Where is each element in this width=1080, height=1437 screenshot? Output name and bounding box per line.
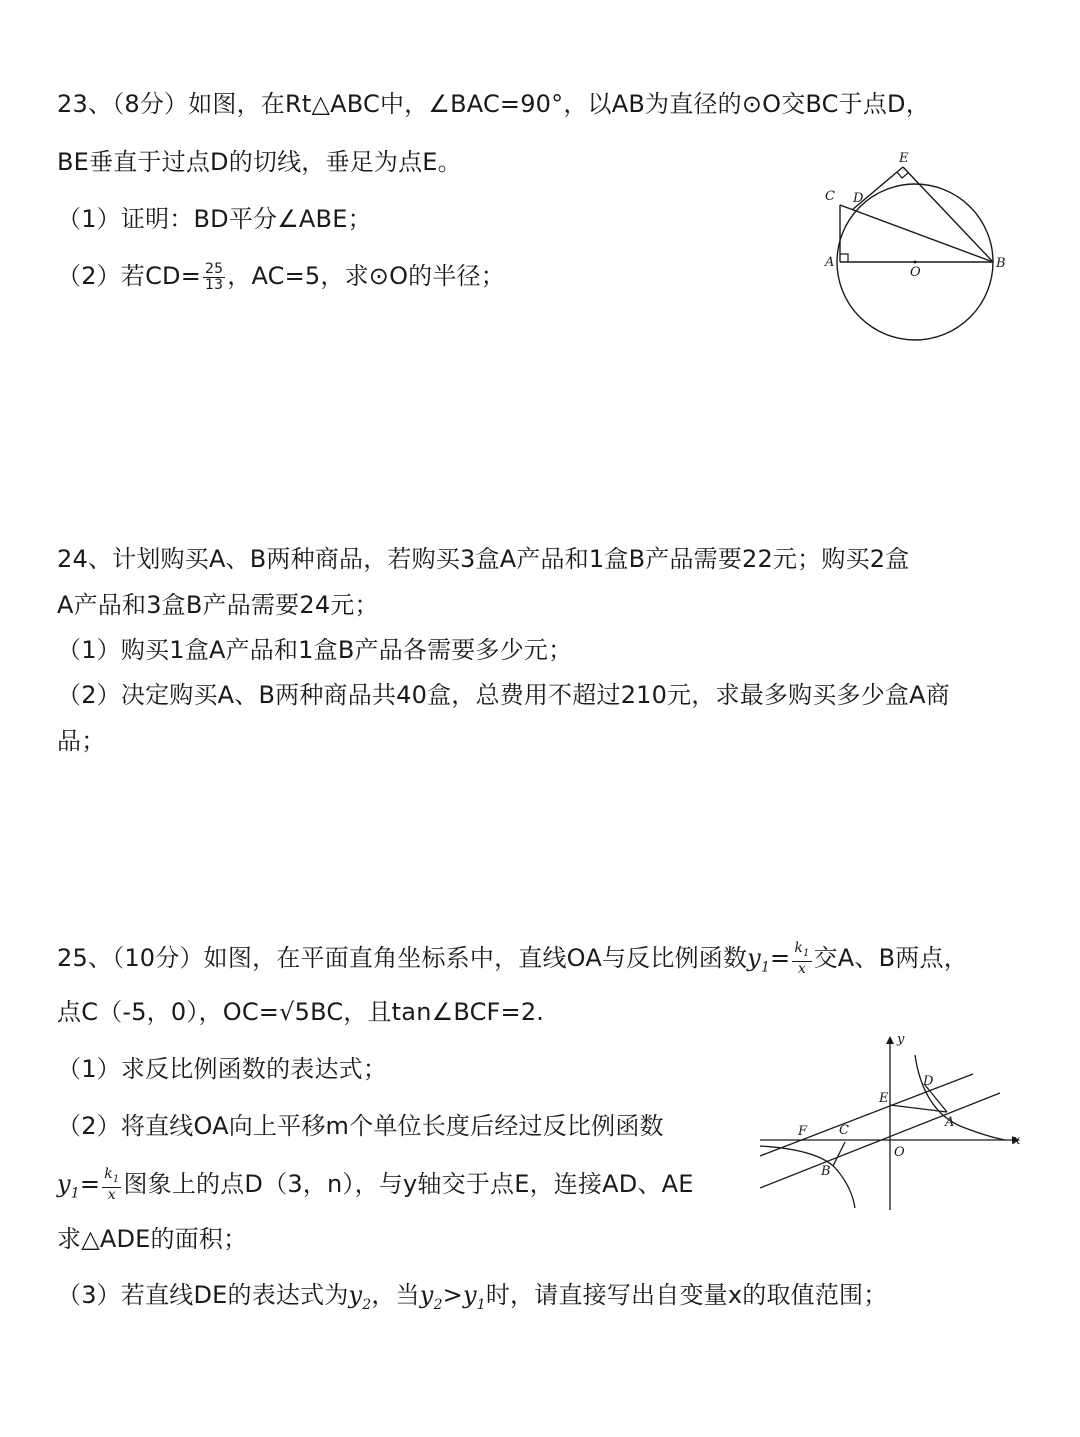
- q23-label-o: O: [910, 265, 921, 280]
- q25-p3-gt: >: [442, 1281, 463, 1309]
- q25-p3-y2-var: y: [348, 1281, 363, 1309]
- q23-segment-be: [903, 167, 993, 262]
- q25-hyperbola-left: [760, 1146, 855, 1208]
- q23-line1: 23、（8分）如图，在Rt△ABC中，∠BAC=90°，以AB为直径的⊙O交BC于点D，: [57, 90, 930, 118]
- q25-segment-ae: [890, 1105, 947, 1112]
- q25-line1-suffix: 交A、B两点，: [813, 943, 968, 972]
- q23-cd-numerator: 25: [205, 260, 224, 277]
- q25-label-f: F: [798, 1124, 808, 1139]
- q23-label-e: E: [899, 151, 909, 166]
- q25-k-num: k: [794, 940, 804, 956]
- q25-line2: 点C（-5，0），OC=√5BC，且tan∠BCF=2.: [57, 998, 545, 1026]
- q23-label-c: C: [825, 189, 835, 204]
- q25-p2-k-num: k: [104, 1166, 113, 1182]
- q25-label-o: O: [894, 1145, 905, 1160]
- q23-part2-suffix: ，AC=5，求⊙O的半径；: [227, 262, 505, 290]
- q23-part1: （1）证明：BD平分∠ABE；: [57, 205, 372, 233]
- q25-label-y: y: [897, 1032, 905, 1047]
- q23-figure: [815, 140, 1015, 350]
- q25-p3-y2-sub: 2: [362, 1296, 372, 1313]
- q25-part2-line2-suffix: 图象上的点D（3，n），与y轴交于点E，连接AD、AE: [123, 1169, 694, 1198]
- q25-label-c: C: [839, 1123, 849, 1138]
- q23-label-a: A: [825, 255, 835, 270]
- q23-right-angle-e: [897, 172, 908, 178]
- q25-segment-bc: [833, 1142, 845, 1166]
- q23-right-angle-a: [840, 254, 848, 262]
- q25-k-num-sub: 1: [803, 947, 810, 959]
- q25-x-den: x: [797, 960, 807, 977]
- q23-center-dot: [914, 261, 917, 264]
- q24-part2-line1: （2）决定购买A、B两种商品共40盒，总费用不超过210元，求最多购买多少盒A商: [57, 681, 950, 709]
- q25-p2-k-fraction: [102, 1167, 121, 1203]
- q25-p2-y1-sub: 1: [70, 1185, 80, 1202]
- q24-line1: 24、计划购买A、B两种商品，若购买3盒A产品和1盒B产品需要22元；购买2盒: [57, 545, 910, 573]
- q25-label-e: E: [879, 1091, 889, 1106]
- q25-hyperbola-right: [915, 1055, 1005, 1140]
- q25-y1-sub: 1: [760, 959, 771, 976]
- q25-label-d: D: [923, 1074, 934, 1089]
- q25-p3-y2b-sub: 2: [433, 1296, 443, 1313]
- q23-segment-cb: [840, 205, 993, 262]
- q25-part1: （1）求反比例函数的表达式；: [57, 1055, 388, 1083]
- q25-line1-prefix: 25、（10分）如图，在平面直角坐标系中，直线OA与反比例函数: [57, 943, 748, 972]
- q25-part2-line2: $y_1=$ $\frac{k_1}{x}$ 图象上的点D（3，n），与y轴交于点E，连接AD、AE: [57, 1166, 694, 1203]
- q25-part3-suffix: 时，请直接写出自变量x的取值范围；: [485, 1281, 888, 1309]
- q25-p3-y1-sub: 1: [476, 1296, 486, 1313]
- q23-label-b: B: [996, 256, 1006, 271]
- q25-line-de: [760, 1074, 973, 1156]
- q25-part3-prefix: （3）若直线DE的表达式为: [57, 1281, 349, 1309]
- q25-y1-var: y: [747, 943, 761, 972]
- q25-p2-y1-var: y: [57, 1169, 71, 1198]
- q24-part2-line2: 品；: [57, 727, 106, 755]
- q25-label-a: A: [945, 1115, 955, 1130]
- q25-label-b: B: [821, 1164, 831, 1179]
- q25-k-fraction: [792, 941, 811, 977]
- q25-part3-mid: ，当: [371, 1281, 420, 1309]
- q23-line2: BE垂直于过点D的切线，垂足为点E。: [57, 148, 462, 176]
- q25-p2-k-num-sub: 1: [112, 1173, 120, 1185]
- q25-p2-x-den: x: [107, 1186, 116, 1203]
- q25-line1: 25、（10分）如图，在平面直角坐标系中，直线OA与反比例函数$y_1=$ $\frac{k_1}{x}$ 交A、B两点，: [57, 940, 968, 977]
- q25-part2-line1: （2）将直线OA向上平移m个单位长度后经过反比例函数: [57, 1112, 664, 1140]
- q24-part1: （1）购买1盒A产品和1盒B产品各需要多少元；: [57, 636, 573, 664]
- q23-part2-prefix: （2）若CD=: [57, 262, 202, 290]
- q25-p3-y2b-var: y: [419, 1281, 434, 1309]
- q25-y-arrow: [886, 1036, 894, 1044]
- q24-line2: A产品和3盒B产品需要24元；: [57, 591, 379, 619]
- q23-cd-denominator: 13: [205, 276, 224, 293]
- q23-label-d: D: [853, 191, 864, 206]
- q25-label-x: x: [1013, 1133, 1021, 1148]
- q25-part3: [57, 1279, 887, 1321]
- q25-figure: [755, 1030, 1030, 1215]
- q23-part2: [57, 260, 505, 293]
- q23-cd-fraction: [203, 262, 225, 293]
- q25-p3-y1-var: y: [462, 1281, 477, 1309]
- q25-part2-line3: 求△ADE的面积；: [57, 1225, 248, 1253]
